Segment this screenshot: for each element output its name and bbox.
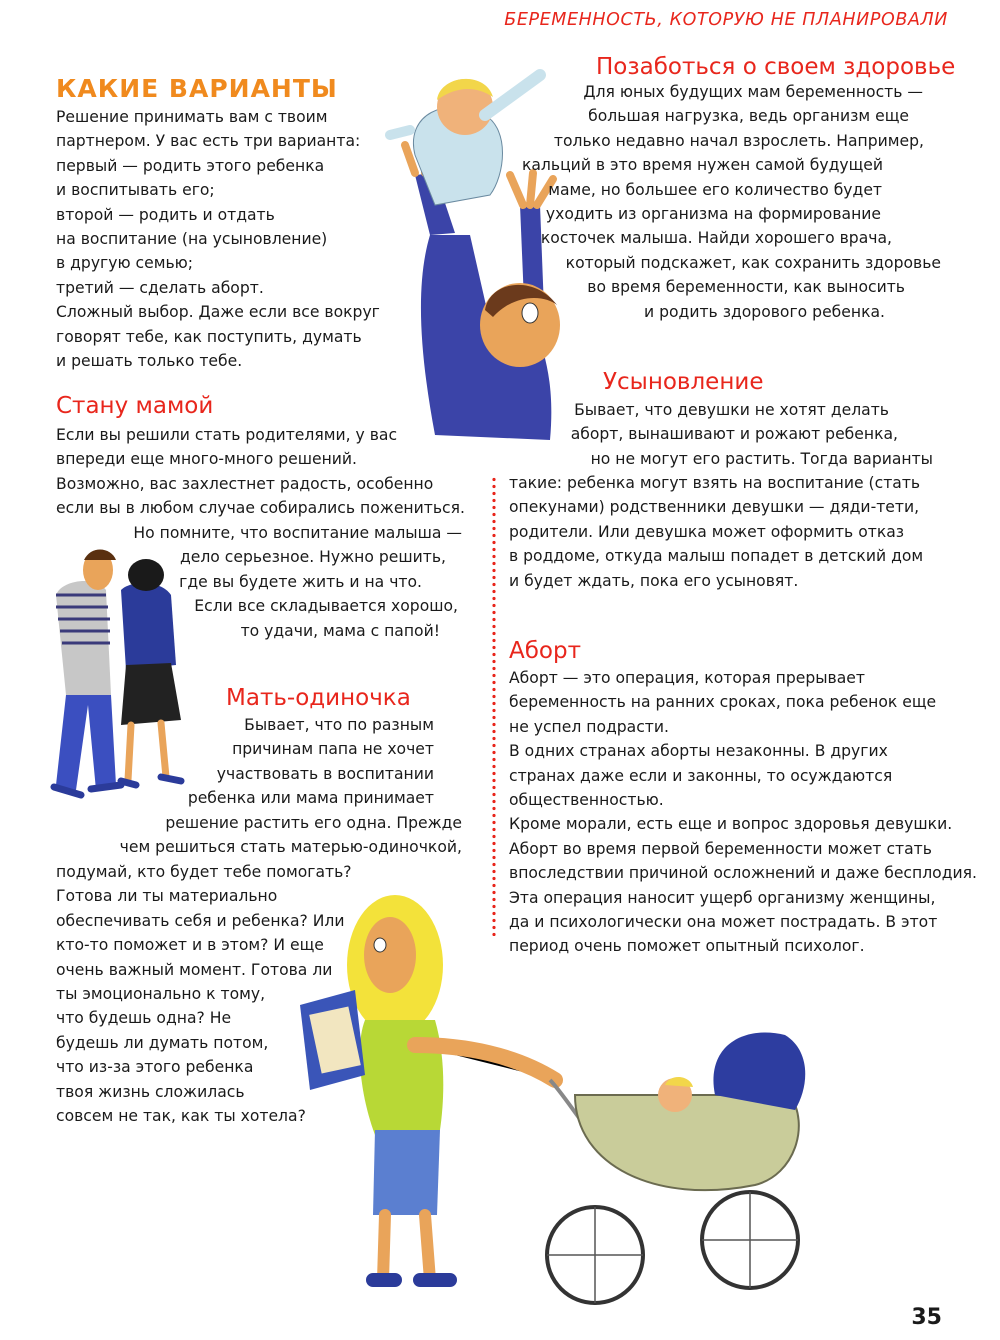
text-line: общественностью. bbox=[509, 791, 664, 810]
text-line: большая нагрузка, ведь организм еще bbox=[588, 107, 909, 126]
single-mother-heading: Мать-одиночка bbox=[226, 685, 411, 711]
text-line: решение растить его одна. Прежде bbox=[165, 813, 462, 832]
text-line: говорят тебе, как поступить, думать bbox=[56, 327, 362, 346]
text-line: в другую семью; bbox=[56, 254, 194, 273]
text-line: Аборт во время первой беременности может стать bbox=[509, 839, 932, 858]
text-line: аборт, вынашивают и рожают ребенка, bbox=[570, 425, 898, 444]
text-line: чем решиться стать матерью-одиночкой, bbox=[119, 838, 462, 857]
text-line: период очень поможет опытный психолог. bbox=[509, 937, 865, 956]
text-line: ты эмоционально к тому, bbox=[56, 985, 266, 1004]
text-line: Возможно, вас захлестнет радость, особенно bbox=[56, 474, 434, 493]
options-heading: КАКИЕ ВАРИАНТЫ bbox=[56, 74, 338, 103]
text-line: Бывает, что девушки не хотят делать bbox=[574, 401, 889, 419]
single-mother-text-top bbox=[120, 713, 462, 859]
text-line: только недавно начал взрослеть. Например, bbox=[553, 131, 924, 150]
text-line: Кроме морали, есть еще и вопрос здоровья девушки. bbox=[509, 815, 953, 834]
text-line: во время беременности, как выносить bbox=[587, 278, 905, 297]
text-line: подумай, кто будет тебе помогать? bbox=[56, 863, 352, 881]
text-line: что будешь одна? Не bbox=[56, 1009, 232, 1028]
text-line: да и психологически она может пострадать. В этот bbox=[509, 913, 938, 932]
text-line: не успел подрасти. bbox=[509, 717, 669, 736]
text-line: то удачи, мама с папой! bbox=[240, 621, 440, 640]
text-line: В одних странах аборты незаконны. В других bbox=[509, 742, 888, 761]
text-line: Если вы решили стать родителями, у вас bbox=[56, 426, 398, 444]
text-line: ребенка или мама принимает bbox=[187, 789, 434, 808]
text-line: и воспитывать его; bbox=[56, 181, 215, 200]
text-line: в роддоме, откуда малыш попадет в детский дом bbox=[509, 547, 924, 566]
text-line: Аборт — это операция, которая прерывает bbox=[509, 669, 865, 687]
text-line: маме, но большее его количество будет bbox=[548, 180, 882, 199]
adoption-text-bottom bbox=[509, 471, 923, 593]
text-line: твоя жизнь сложилась bbox=[56, 1082, 245, 1101]
text-line: причинам папа не хочет bbox=[232, 740, 434, 759]
text-line: совсем не так, как ты хотела? bbox=[56, 1107, 306, 1126]
text-line: Но помните, что воспитание малыша — bbox=[133, 524, 462, 542]
text-line: Решение принимать вам с твоим bbox=[56, 108, 328, 126]
text-line: но не могут его растить. Тогда варианты bbox=[590, 449, 933, 468]
adoption-heading: Усыновление bbox=[603, 369, 764, 395]
text-line: на воспитание (на усыновление) bbox=[56, 230, 328, 249]
text-line: опекунами) родственники девушки — дяди-тети, bbox=[509, 498, 920, 517]
text-line: участвовать в воспитании bbox=[216, 764, 434, 783]
text-line: Сложный выбор. Даже если все вокруг bbox=[56, 303, 380, 322]
text-line: где вы будете жить и на что. bbox=[179, 572, 422, 591]
mom-text-top bbox=[56, 423, 465, 521]
text-line: первый — родить этого ребенка bbox=[56, 156, 325, 175]
text-line: уходить из организма на формирование bbox=[545, 205, 881, 224]
text-line: впоследствии причиной осложнений и даже бесплодия. bbox=[509, 864, 977, 883]
running-header: БЕРЕМЕННОСТЬ, КОТОРУЮ НЕ ПЛАНИРОВАЛИ bbox=[504, 10, 948, 30]
text-line: и будет ждать, пока его усыновят. bbox=[509, 571, 799, 590]
text-line: если вы в любом случае собирались пожениться. bbox=[56, 499, 465, 518]
text-line: что из-за этого ребенка bbox=[56, 1058, 254, 1077]
text-line: Бывает, что по разным bbox=[244, 716, 434, 734]
text-line: Эта операция наносит ущерб организму женщины, bbox=[509, 888, 936, 907]
abortion-heading: Аборт bbox=[509, 638, 581, 664]
mom-heading: Стану мамой bbox=[56, 393, 214, 419]
page-number: 35 bbox=[911, 1305, 942, 1330]
adoption-text-top bbox=[571, 398, 941, 471]
text-line: впереди еще много-много решений. bbox=[56, 450, 358, 469]
text-line: партнером. У вас есть три варианта: bbox=[56, 132, 361, 151]
text-line: кальций в это время нужен самой будущей bbox=[521, 156, 883, 175]
text-line: беременность на ранних сроках, пока ребенок еще bbox=[509, 693, 937, 712]
text-line: который подскажет, как сохранить здоровье bbox=[565, 253, 941, 272]
text-line: странах даже если и законны, то осуждаются bbox=[509, 766, 893, 785]
text-line: такие: ребенка могут взять на воспитание (стать bbox=[509, 474, 921, 492]
text-line: Если все складывается хорошо, bbox=[194, 597, 458, 616]
text-line: Готова ли ты материально bbox=[56, 887, 278, 906]
text-line: третий — сделать аборт. bbox=[56, 278, 264, 297]
text-line: и решать только тебе. bbox=[56, 352, 243, 371]
dotted-divider bbox=[491, 476, 497, 936]
text-line: обеспечивать себя и ребенка? Или bbox=[56, 911, 345, 930]
text-line: очень важный момент. Готова ли bbox=[56, 960, 333, 979]
abortion-text bbox=[509, 666, 977, 959]
text-line: и родить здорового ребенка. bbox=[644, 302, 885, 321]
text-line: кто-то поможет и в этом? И еще bbox=[56, 936, 324, 955]
text-line: Для юных будущих мам беременность — bbox=[583, 83, 923, 101]
mom-text-bottom bbox=[133, 521, 462, 643]
text-line: будешь ли думать потом, bbox=[56, 1033, 269, 1052]
single-mother-text-bottom bbox=[56, 860, 352, 1128]
options-text bbox=[56, 105, 380, 373]
text-line: дело серьезное. Нужно решить, bbox=[179, 548, 446, 567]
text-line: второй — родить и отдать bbox=[56, 205, 275, 224]
text-line: косточек малыша. Найди хорошего врача, bbox=[540, 229, 892, 248]
text-line: родители. Или девушка может оформить отказ bbox=[509, 522, 905, 541]
health-heading: Позаботься о своем здоровье bbox=[596, 54, 956, 80]
health-text bbox=[522, 80, 941, 324]
